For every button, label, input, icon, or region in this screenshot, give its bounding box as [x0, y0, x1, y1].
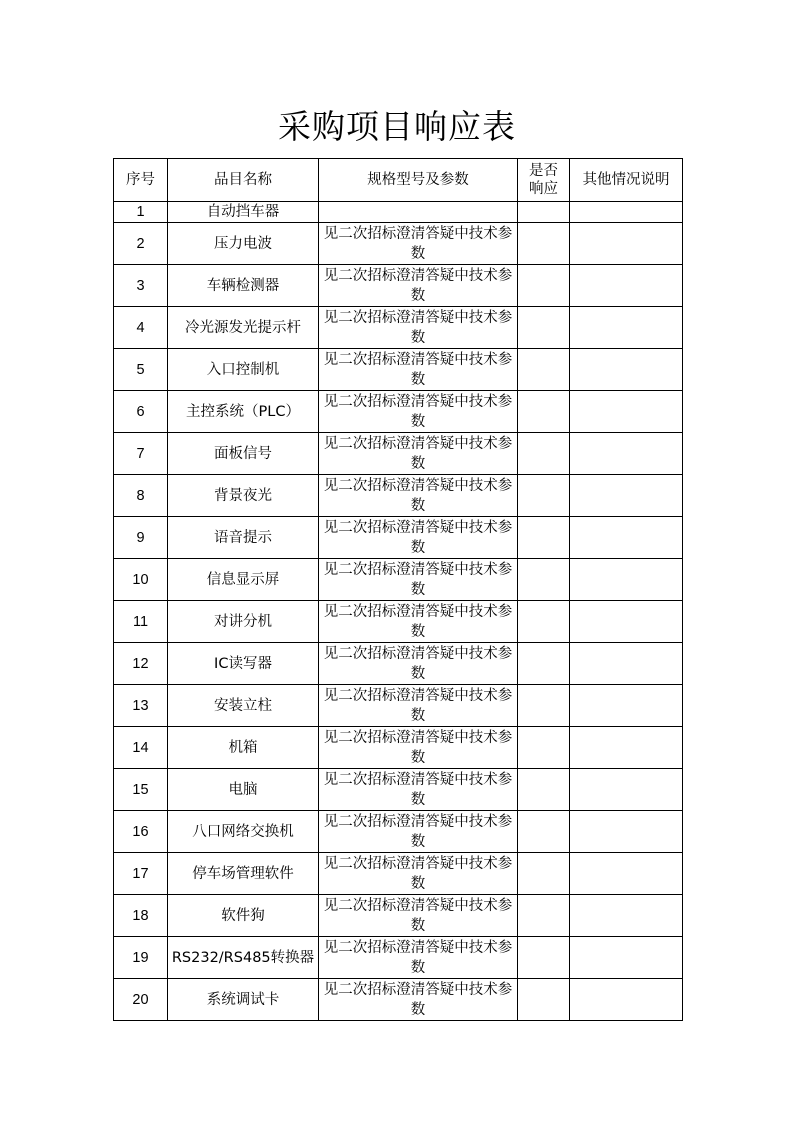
table-row: [114, 433, 683, 475]
row-spec: 见二次招标澄清答疑中技术参数: [319, 811, 518, 853]
row-respond-cell[interactable]: [518, 895, 570, 937]
row-item-name: IC读写器: [168, 643, 319, 685]
row-spec: 见二次招标澄清答疑中技术参数: [319, 685, 518, 727]
row-respond-cell[interactable]: [518, 202, 570, 223]
row-item-name: 冷光源发光提示杆: [168, 307, 319, 349]
row-seq: 13: [114, 685, 168, 727]
row-notes-cell[interactable]: [570, 349, 683, 391]
table-row: [114, 223, 683, 265]
row-spec: 见二次招标澄清答疑中技术参数: [319, 349, 518, 391]
procurement-response-table: [113, 158, 683, 1021]
row-seq: 1: [114, 202, 168, 223]
row-seq: 2: [114, 223, 168, 265]
row-item-name: RS232/RS485转换器: [168, 937, 319, 979]
row-notes-cell[interactable]: [570, 979, 683, 1021]
row-spec: 见二次招标澄清答疑中技术参数: [319, 895, 518, 937]
row-respond-cell[interactable]: [518, 979, 570, 1021]
row-item-name: 语音提示: [168, 517, 319, 559]
table-row: [114, 559, 683, 601]
row-notes-cell[interactable]: [570, 517, 683, 559]
header-seq: 序号: [114, 159, 168, 202]
row-respond-cell[interactable]: [518, 433, 570, 475]
row-respond-cell[interactable]: [518, 265, 570, 307]
row-notes-cell[interactable]: [570, 643, 683, 685]
table-header-row: [114, 159, 683, 202]
row-notes-cell[interactable]: [570, 601, 683, 643]
table-row: [114, 727, 683, 769]
row-spec: [319, 202, 518, 223]
row-notes-cell[interactable]: [570, 475, 683, 517]
row-respond-cell[interactable]: [518, 769, 570, 811]
table-row: [114, 307, 683, 349]
row-spec: 见二次招标澄清答疑中技术参数: [319, 601, 518, 643]
row-item-name: 主控系统（PLC）: [168, 391, 319, 433]
row-spec: 见二次招标澄清答疑中技术参数: [319, 391, 518, 433]
row-respond-cell[interactable]: [518, 559, 570, 601]
row-spec: 见二次招标澄清答疑中技术参数: [319, 517, 518, 559]
header-item-name: 品目名称: [168, 159, 319, 202]
row-item-name: 信息显示屏: [168, 559, 319, 601]
row-notes-cell[interactable]: [570, 811, 683, 853]
row-seq: 6: [114, 391, 168, 433]
row-respond-cell[interactable]: [518, 391, 570, 433]
row-item-name: 压力电波: [168, 223, 319, 265]
row-item-name: 面板信号: [168, 433, 319, 475]
row-respond-cell[interactable]: [518, 475, 570, 517]
row-notes-cell[interactable]: [570, 685, 683, 727]
header-respond: 是否响应: [518, 159, 570, 202]
row-seq: 4: [114, 307, 168, 349]
row-respond-cell[interactable]: [518, 643, 570, 685]
row-seq: 14: [114, 727, 168, 769]
row-item-name: 软件狗: [168, 895, 319, 937]
row-seq: 18: [114, 895, 168, 937]
table-row: [114, 349, 683, 391]
row-seq: 9: [114, 517, 168, 559]
table-row: [114, 937, 683, 979]
row-notes-cell[interactable]: [570, 559, 683, 601]
row-item-name: 车辆检测器: [168, 265, 319, 307]
row-respond-cell[interactable]: [518, 349, 570, 391]
row-item-name: 背景夜光: [168, 475, 319, 517]
row-seq: 16: [114, 811, 168, 853]
row-spec: 见二次招标澄清答疑中技术参数: [319, 223, 518, 265]
row-spec: 见二次招标澄清答疑中技术参数: [319, 559, 518, 601]
row-item-name: 自动挡车器: [168, 202, 319, 223]
row-spec: 见二次招标澄清答疑中技术参数: [319, 307, 518, 349]
row-notes-cell[interactable]: [570, 853, 683, 895]
row-notes-cell[interactable]: [570, 202, 683, 223]
row-item-name: 对讲分机: [168, 601, 319, 643]
row-spec: 见二次招标澄清答疑中技术参数: [319, 433, 518, 475]
row-respond-cell[interactable]: [518, 517, 570, 559]
page-title: 采购项目响应表: [278, 107, 516, 146]
row-notes-cell[interactable]: [570, 265, 683, 307]
row-seq: 8: [114, 475, 168, 517]
table-row: [114, 391, 683, 433]
row-respond-cell[interactable]: [518, 307, 570, 349]
row-respond-cell[interactable]: [518, 937, 570, 979]
row-spec: 见二次招标澄清答疑中技术参数: [319, 727, 518, 769]
row-item-name: 入口控制机: [168, 349, 319, 391]
table-row: [114, 265, 683, 307]
header-spec: 规格型号及参数: [319, 159, 518, 202]
table-row: [114, 517, 683, 559]
table-row: [114, 475, 683, 517]
table-row: [114, 685, 683, 727]
row-seq: 15: [114, 769, 168, 811]
table-row: [114, 601, 683, 643]
row-seq: 7: [114, 433, 168, 475]
table-row: [114, 202, 683, 223]
row-notes-cell[interactable]: [570, 433, 683, 475]
row-item-name: 机箱: [168, 727, 319, 769]
row-respond-cell[interactable]: [518, 223, 570, 265]
row-seq: 11: [114, 601, 168, 643]
row-spec: 见二次招标澄清答疑中技术参数: [319, 265, 518, 307]
row-spec: 见二次招标澄清答疑中技术参数: [319, 643, 518, 685]
row-notes-cell[interactable]: [570, 223, 683, 265]
row-item-name: 停车场管理软件: [168, 853, 319, 895]
table-row: [114, 811, 683, 853]
table-row: [114, 769, 683, 811]
table-row: [114, 895, 683, 937]
row-notes-cell[interactable]: [570, 727, 683, 769]
row-respond-cell[interactable]: [518, 727, 570, 769]
table-row: [114, 853, 683, 895]
row-seq: 17: [114, 853, 168, 895]
row-notes-cell[interactable]: [570, 307, 683, 349]
row-respond-cell[interactable]: [518, 853, 570, 895]
table-row: [114, 979, 683, 1021]
row-seq: 5: [114, 349, 168, 391]
row-seq: 3: [114, 265, 168, 307]
row-seq: 19: [114, 937, 168, 979]
row-seq: 10: [114, 559, 168, 601]
row-respond-cell[interactable]: [518, 811, 570, 853]
row-spec: 见二次招标澄清答疑中技术参数: [319, 769, 518, 811]
row-notes-cell[interactable]: [570, 937, 683, 979]
row-spec: 见二次招标澄清答疑中技术参数: [319, 937, 518, 979]
row-seq: 20: [114, 979, 168, 1021]
row-spec: 见二次招标澄清答疑中技术参数: [319, 475, 518, 517]
table-row: [114, 643, 683, 685]
row-spec: 见二次招标澄清答疑中技术参数: [319, 979, 518, 1021]
row-item-name: 八口网络交换机: [168, 811, 319, 853]
table-body: [114, 202, 683, 1021]
row-item-name: 系统调试卡: [168, 979, 319, 1021]
row-notes-cell[interactable]: [570, 391, 683, 433]
header-notes: 其他情况说明: [570, 159, 683, 202]
row-spec: 见二次招标澄清答疑中技术参数: [319, 853, 518, 895]
row-respond-cell[interactable]: [518, 601, 570, 643]
row-respond-cell[interactable]: [518, 685, 570, 727]
row-item-name: 安装立柱: [168, 685, 319, 727]
row-notes-cell[interactable]: [570, 895, 683, 937]
row-seq: 12: [114, 643, 168, 685]
row-item-name: 电脑: [168, 769, 319, 811]
row-notes-cell[interactable]: [570, 769, 683, 811]
